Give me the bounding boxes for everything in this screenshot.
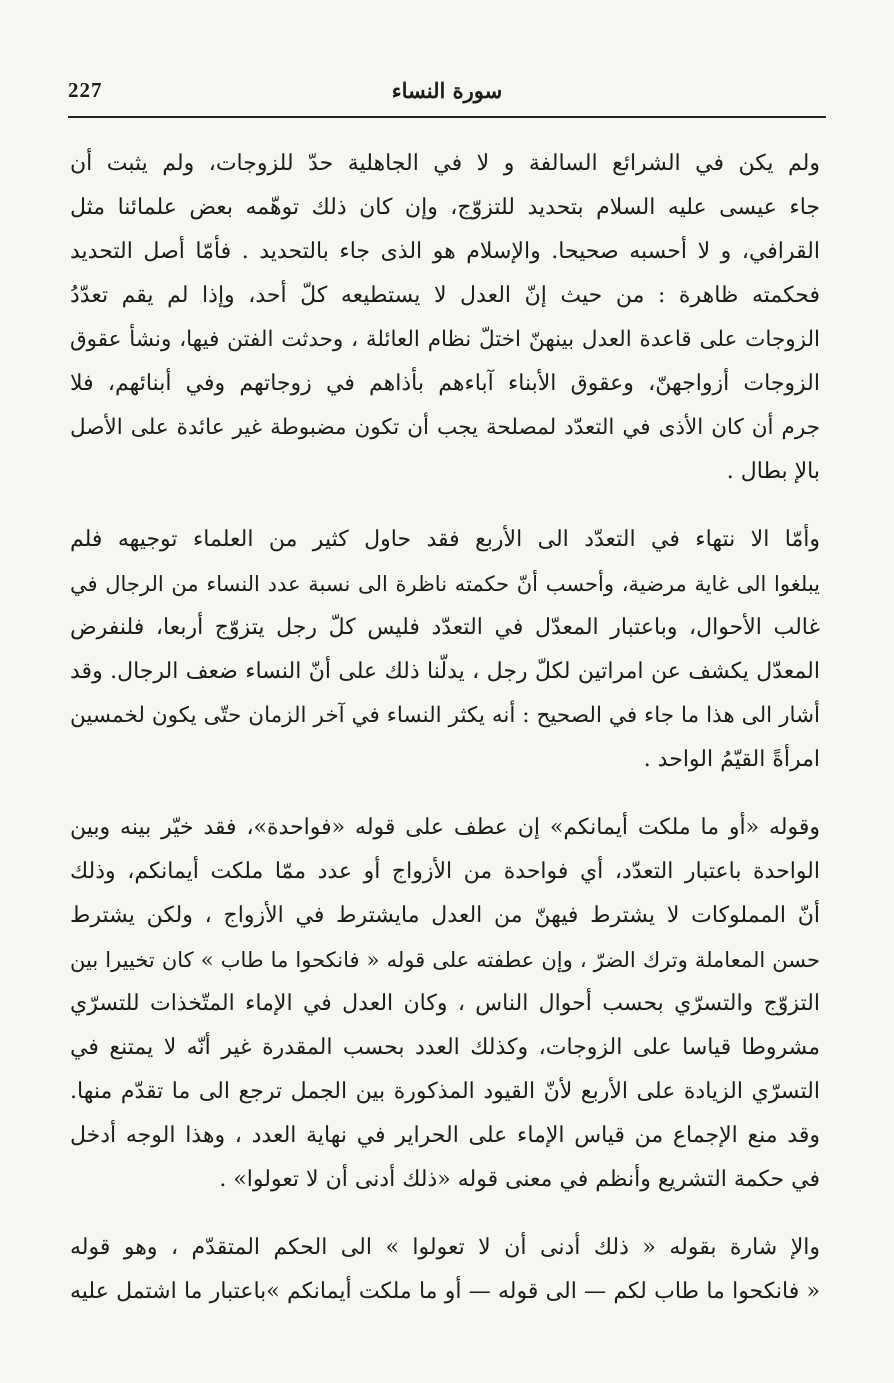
text-line: ولم يكن في الشرائع السالفة و لا في الجاهلية حدّ للزوجات، ولم يثبت أن: [70, 151, 820, 176]
paragraph: [70, 142, 820, 494]
text-line: الزوجات أزواجهنّ، وعقوق الأبناء آباءهم بأذاهم في زوجاتهم وفي أبنائهم، فلا: [70, 371, 820, 396]
text-line: المعدّل يكشف عن امراتين لكلّ رجل ، يدلّنا ذلك على أنّ النساء ضعف الرجال. وقد: [70, 659, 820, 684]
page-body: [70, 142, 820, 1314]
text-line: بالإ بطال .: [726, 459, 820, 484]
text-line: يبلغوا الى غاية مرضية، وأحسب أنّ حكمته ناظرة الى نسبة عدد النساء من الرجال في: [70, 572, 820, 596]
text-line: وقوله «أو ما ملكت أيمانكم» إن عطف على قوله «فواحدة»، فقد خيّر بينه وبين: [70, 815, 820, 840]
paragraph: [70, 806, 820, 1202]
text-line: جاء عيسى عليه السلام بتحديد للتزوّج، وإن كان ذلك توهّمه بعض علمائنا مثل: [70, 195, 820, 220]
text-line: وقد منع الإجماع من قياس الإماء على الحراير في نهاية العدد ، وهذا الوجه أدخل: [70, 1123, 820, 1148]
text-line: الزوجات على قاعدة العدل بينهنّ اختلّ نظام العائلة ، وحدثت الفتن فيها، ونشأ عقوق: [70, 327, 820, 352]
text-line: حسن المعاملة وترك الضرّ ، وإن عطفته على قوله « فانكحوا ما طاب » كان تخييرا بين: [70, 948, 820, 972]
text-line: امرأةً القيّمُ الواحد .: [643, 747, 820, 772]
text-line: جرم أن كان الأذى في التعدّد لمصلحة يجب أن تكون مضبوطة غير عائدة على الأصل: [70, 415, 820, 440]
text-line: أشار الى هذا ما جاء في الصحيح : أنه يكثر النساء في آخر الزمان حتّى يكون لخمسين: [70, 703, 820, 728]
text-line: في حكمة التشريع وأنظم في معنى قوله «ذلك أدنى أن لا تعولوا» .: [219, 1167, 820, 1192]
paragraph: [70, 518, 820, 782]
text-line: التزوّج والتسرّي بحسب أحوال الناس ، وكان العدل في الإماء المتّخذات للتسرّي: [70, 991, 820, 1016]
page-header: [68, 78, 826, 114]
running-title: سورة النساء: [391, 78, 503, 103]
text-line: « فانكحوا ما طاب لكم — الى قوله — أو ما ملكت أيمانكم »باعتبار ما اشتمل عليه: [70, 1279, 820, 1304]
text-line: القرافي، و لا أحسبه صحيحا. والإسلام هو الذى جاء بالتحديد . فأمّا أصل التحديد: [70, 239, 820, 264]
text-line: والإ شارة بقوله « ذلك أدنى أن لا تعولوا » الى الحكم المتقدّم ، وهو قوله: [70, 1235, 820, 1260]
text-line: مشروطا قياسا على الزوجات، وكذلك العدد بحسب المقدرة غير أنّه لا يمتنع في: [70, 1035, 820, 1060]
page-number: 227: [68, 78, 103, 102]
paragraph: [70, 1226, 820, 1314]
text-line: أنّ المملوكات لا يشترط فيهنّ من العدل مايشترط في الأزواج ، ولكن يشترط: [70, 903, 820, 928]
header-rule: [68, 116, 826, 118]
text-line: الواحدة باعتبار التعدّد، أي فواحدة من الأزواج أو عدد ممّا ملكت أيمانكم، وذلك: [70, 859, 820, 884]
text-line: التسرّي الزيادة على الأربع لأنّ القيود المذكورة بين الجمل ترجع الى ما تقدّم منها.: [70, 1079, 820, 1104]
text-line: غالب الأحوال، وباعتبار المعدّل في التعدّد فليس كلّ رجل يتزوّج أربعا، فلنفرض: [70, 615, 820, 640]
text-line: وأمّا الا نتهاء في التعدّد الى الأربع فقد حاول كثير من العلماء توجيهه فلم: [70, 527, 820, 552]
text-line: فحكمته ظاهرة : من حيث إنّ العدل لا يستطيعه كلّ أحد، وإذا لم يقم تعدّدُ: [70, 283, 820, 308]
